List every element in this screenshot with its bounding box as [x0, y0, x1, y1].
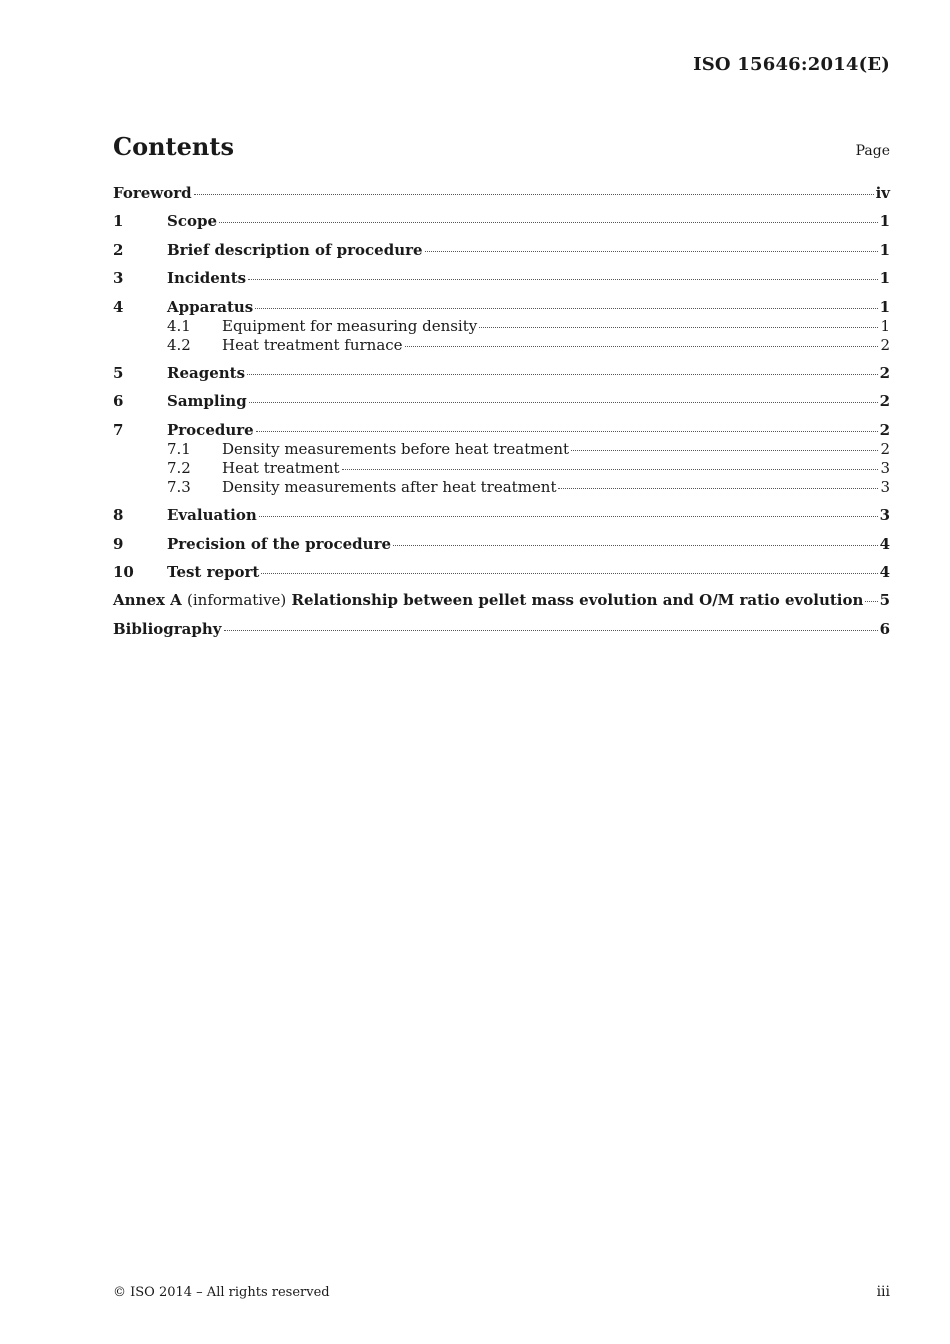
toc-entry-page: 5: [879, 591, 890, 610]
toc-entry[interactable]: [113, 421, 890, 440]
toc-entry-number: 7.1: [167, 439, 191, 458]
toc-entry[interactable]: [113, 392, 890, 411]
toc-entry-page: 4: [879, 534, 890, 553]
toc-entry-number: 10: [113, 562, 134, 581]
toc-entry[interactable]: [113, 317, 890, 336]
footer-page-number: iii: [876, 1284, 890, 1300]
toc-entry-page: 1: [879, 212, 890, 231]
toc-entry-page: 3: [879, 506, 890, 525]
dot-leader: [256, 430, 878, 432]
dot-leader: [571, 449, 878, 451]
toc-entry-number: 7.3: [167, 477, 191, 496]
toc-entry-title: Sampling: [167, 392, 247, 411]
toc-entry[interactable]: [113, 269, 890, 288]
toc-entry-page: 2: [879, 363, 890, 382]
toc-entry-number: 4.2: [167, 335, 191, 354]
toc-entry-title: Evaluation: [167, 506, 257, 525]
toc-entry-number: 6: [113, 392, 124, 411]
toc-entry-title: Heat treatment: [222, 458, 340, 477]
table-of-contents: [113, 184, 890, 639]
dot-leader: [342, 468, 879, 470]
toc-entry-number: 7: [113, 420, 124, 439]
toc-entry-page: 1: [880, 316, 890, 335]
dot-leader: [259, 515, 878, 517]
toc-entry[interactable]: [113, 506, 890, 525]
dot-leader: [405, 345, 879, 347]
toc-entry[interactable]: [113, 212, 890, 231]
dot-leader: [219, 221, 878, 223]
annex-title: Relationship between pellet mass evolution and O/M ratio evolution: [291, 591, 864, 610]
dot-leader: [248, 278, 877, 280]
toc-entry[interactable]: [113, 241, 890, 260]
toc-entry[interactable]: [113, 563, 890, 582]
toc-entry-title: Equipment for measuring density: [222, 316, 478, 335]
toc-entry-number: 4.1: [167, 316, 191, 335]
toc-entry-page: 2: [879, 392, 890, 411]
dot-leader: [224, 629, 878, 631]
toc-entry[interactable]: [113, 184, 890, 203]
contents-title: Contents: [113, 132, 234, 161]
toc-entry[interactable]: [113, 364, 890, 383]
toc-entry[interactable]: [113, 440, 890, 459]
dot-leader: [865, 600, 877, 602]
toc-entry-title: Reagents: [167, 363, 246, 382]
toc-entry-title: Foreword: [113, 184, 192, 202]
dot-leader: [249, 401, 878, 403]
toc-entry-number: 8: [113, 506, 124, 525]
toc-entry-title: [113, 591, 863, 610]
toc-entry-number: 3: [113, 269, 124, 288]
dot-leader: [247, 373, 878, 375]
toc-entry-number: 7.2: [167, 458, 191, 477]
toc-entry-page: 1: [879, 297, 890, 316]
toc-entry-page: 6: [879, 619, 890, 638]
toc-entry[interactable]: [113, 591, 890, 610]
toc-entry-page: 2: [880, 439, 890, 458]
toc-entry-page: 4: [879, 562, 890, 581]
toc-entry-number: 5: [113, 363, 124, 382]
footer-copyright: © ISO 2014 – All rights reserved: [113, 1285, 330, 1300]
toc-entry-title: Incidents: [167, 269, 247, 288]
toc-entry-number: 1: [113, 212, 124, 231]
toc-entry-number: 9: [113, 534, 124, 553]
toc-entry-title: Precision of the procedure: [167, 534, 392, 553]
annex-note: (informative): [187, 591, 287, 610]
toc-entry-number: 2: [113, 240, 124, 259]
toc-entry-page: 3: [880, 458, 890, 477]
dot-leader: [479, 326, 878, 328]
annex-label: Annex A: [113, 591, 182, 610]
toc-entry[interactable]: [113, 459, 890, 478]
toc-entry[interactable]: [113, 336, 890, 355]
toc-entry-page: 1: [879, 269, 890, 288]
dot-leader: [393, 544, 878, 546]
toc-entry-title: Brief description of procedure: [167, 240, 423, 259]
toc-entry-page: 3: [880, 477, 890, 496]
dot-leader: [558, 487, 878, 489]
dot-leader: [194, 193, 874, 195]
document-id: ISO 15646:2014(E): [693, 54, 890, 75]
dot-leader: [425, 250, 878, 252]
toc-entry-page: 2: [879, 420, 890, 439]
toc-entry-number: 4: [113, 297, 124, 316]
toc-entry-title: Test report: [167, 562, 260, 581]
toc-entry-title: Scope: [167, 212, 218, 231]
toc-entry-title: Procedure: [167, 420, 254, 439]
toc-entry-title: Density measurements after heat treatment: [222, 477, 557, 496]
dot-leader: [261, 572, 877, 574]
toc-entry-title: Density measurements before heat treatment: [222, 439, 570, 458]
toc-entry[interactable]: [113, 478, 890, 497]
toc-entry-title: Bibliography: [113, 619, 222, 638]
toc-entry[interactable]: [113, 535, 890, 554]
dot-leader: [255, 307, 877, 309]
toc-entry-page: 1: [879, 240, 890, 259]
toc-entry-page: 2: [880, 335, 890, 354]
toc-entry[interactable]: [113, 298, 890, 317]
toc-entry[interactable]: [113, 620, 890, 639]
toc-entry-page: iv: [875, 184, 890, 202]
toc-entry-title: Heat treatment furnace: [222, 335, 403, 354]
page-column-label: Page: [855, 143, 890, 159]
toc-entry-title: Apparatus: [167, 297, 254, 316]
